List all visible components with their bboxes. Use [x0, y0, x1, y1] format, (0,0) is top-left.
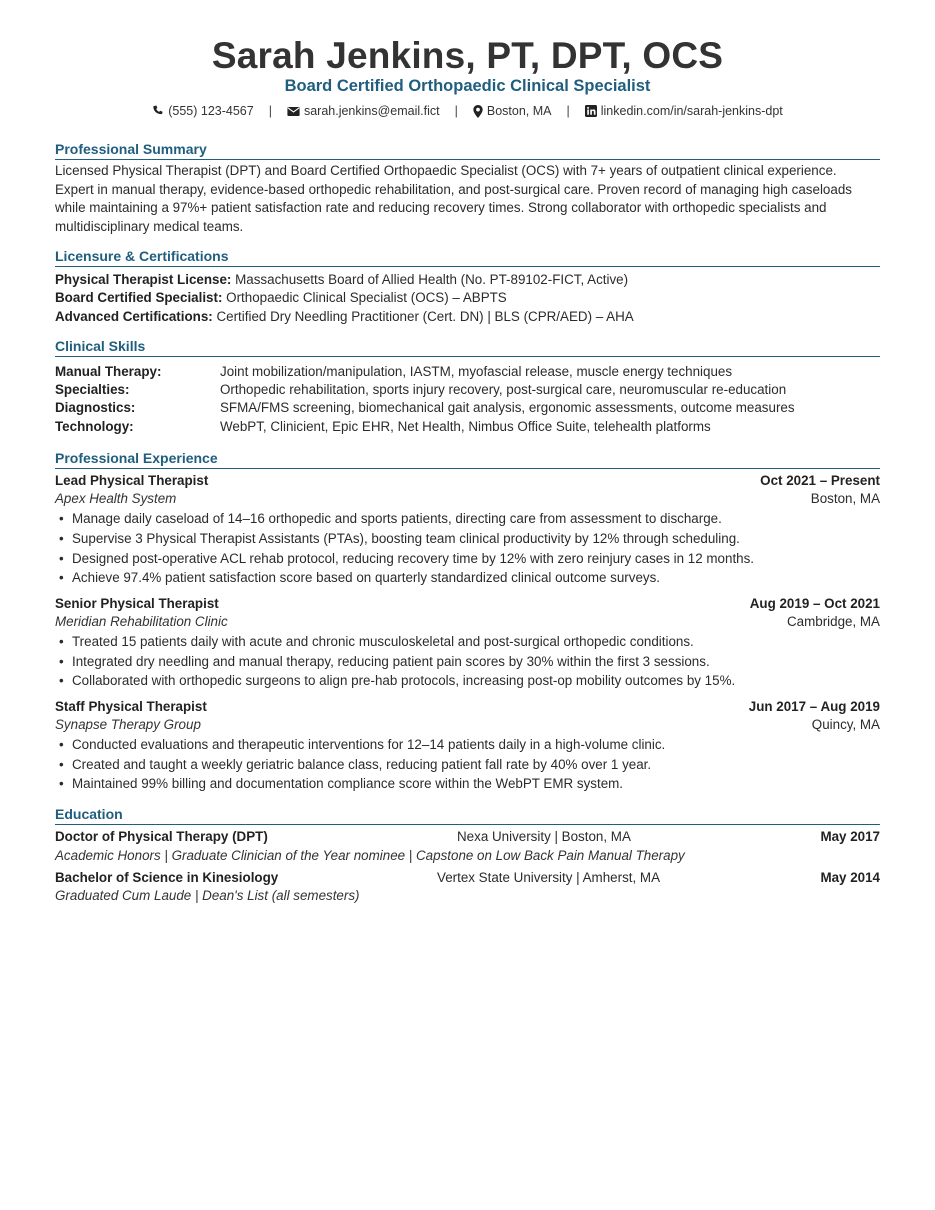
- edu-degree: Doctor of Physical Therapy (DPT): [55, 829, 268, 844]
- job-role: Senior Physical Therapist: [55, 596, 219, 611]
- skill-label: Technology:: [55, 419, 134, 434]
- edu-school: Vertex State University | Amherst, MA: [437, 870, 661, 885]
- job-dates: Aug 2019 – Oct 2021: [749, 596, 880, 611]
- job-role: Staff Physical Therapist: [55, 699, 207, 714]
- section-title-summary: Professional Summary: [55, 141, 880, 160]
- skill-label: Specialties:: [55, 382, 130, 397]
- license-label: Board Certified Specialist:: [55, 290, 223, 305]
- bullet-text: Achieve 97.4% patient satisfaction score based on quarterly standardized clinical outcome surveys.: [72, 570, 661, 585]
- section-title-licensure: Licensure & Certifications: [55, 248, 880, 267]
- summary-line: multidisciplinary medical teams.: [55, 219, 244, 235]
- summary-line: while maintaining a 97%+ patient satisfaction rate and reducing recovery times. Strong collaborator with orthopedic specialists and: [55, 200, 827, 216]
- section-title-experience: Professional Experience: [55, 450, 880, 469]
- linkedin-text: linkedin.com/in/sarah-jenkins-dpt: [600, 104, 783, 118]
- contact-bar: [55, 102, 880, 120]
- license-item: [55, 289, 880, 307]
- education-header: [55, 828, 880, 846]
- edu-date: May 2014: [820, 870, 880, 885]
- summary-text: [55, 162, 880, 237]
- skill-label: Manual Therapy:: [55, 364, 162, 379]
- skill-value: Orthopedic rehabilitation, sports injury recovery, post-surgical care, neuromuscular re-education: [220, 382, 787, 397]
- job-location: Boston, MA: [810, 491, 880, 506]
- contact-email[interactable]: [287, 102, 440, 120]
- candidate-name: Sarah Jenkins, PT, DPT, OCS: [211, 35, 724, 76]
- job-header: [55, 698, 880, 716]
- job-org-row: [55, 716, 880, 734]
- job-location: Cambridge, MA: [786, 614, 880, 629]
- location-text: Boston, MA: [486, 104, 552, 118]
- bullet-text: Designed post-operative ACL rehab protocol, reducing recovery time by 12% with zero reinjury cases in 12 months.: [72, 551, 755, 566]
- summary-line: Expert in manual therapy, evidence-based orthopedic rehabilitation, and post-surgical care. Proven record of managing high caseloads: [55, 181, 852, 197]
- job-header: [55, 472, 880, 490]
- contact-phone: [152, 102, 253, 120]
- phone-icon: [152, 105, 164, 117]
- edu-note: Graduated Cum Laude | Dean's List (all semesters): [55, 888, 360, 903]
- job-org-row: [55, 490, 880, 508]
- edu-degree: Bachelor of Science in Kinesiology: [55, 870, 279, 885]
- candidate-subtitle: Board Certified Orthopaedic Clinical Specialist: [284, 77, 651, 95]
- license-value: Massachusetts Board of Allied Health (No. PT-89102-FICT, Active): [235, 272, 629, 287]
- edu-note: Academic Honors | Graduate Clinician of the Year nominee | Capstone on Low Back Pain Manual Therapy: [55, 848, 685, 863]
- envelope-icon: [287, 106, 300, 117]
- bullet-text: Manage daily caseload of 14–16 orthopedic and sports patients, directing care from assessment to discharge.: [72, 511, 722, 526]
- edu-school: Nexa University | Boston, MA: [457, 829, 631, 844]
- job-org: Apex Health System: [55, 491, 177, 506]
- job-org: Synapse Therapy Group: [55, 717, 201, 732]
- map-marker-icon: [473, 105, 483, 118]
- skill-label: Diagnostics:: [55, 400, 136, 415]
- license-item: [55, 271, 880, 289]
- bullet-text: Treated 15 patients daily with acute and chronic musculoskeletal and post-surgical orthopedic conditions.: [72, 634, 694, 649]
- bullet-text: Integrated dry needling and manual therapy, reducing patient pain scores by 30% within the first 3 sessions.: [72, 654, 710, 669]
- bullet-text: Conducted evaluations and therapeutic interventions for 12–14 patients daily in a high-volume clinic.: [72, 737, 666, 752]
- section-title-skills: Clinical Skills: [55, 338, 880, 357]
- license-value: Orthopaedic Clinical Specialist (OCS) – ABPTS: [226, 290, 507, 305]
- education-note-row: [55, 887, 880, 905]
- contact-separator: |: [454, 104, 458, 118]
- skill-value: Joint mobilization/manipulation, IASTM, myofascial release, muscle energy techniques: [220, 364, 733, 379]
- job-org: Meridian Rehabilitation Clinic: [55, 614, 228, 629]
- bullet-text: Created and taught a weekly geriatric balance class, reducing patient fall rate by 40% over 1 year.: [72, 757, 652, 772]
- contact-linkedin[interactable]: [585, 102, 783, 120]
- summary-line: Licensed Physical Therapist (DPT) and Board Certified Orthopaedic Specialist (OCS) with 7+ years of outpatient clinical experience.: [55, 163, 837, 178]
- job-role: Lead Physical Therapist: [55, 473, 209, 488]
- job-header: [55, 595, 880, 613]
- license-label: Physical Therapist License:: [55, 272, 232, 287]
- education-note-row: [55, 847, 880, 865]
- license-label: Advanced Certifications:: [55, 309, 213, 324]
- bullet-text: Collaborated with orthopedic surgeons to align pre-hab protocols, increasing post-op mobility outcomes by 15%.: [72, 673, 736, 688]
- job-dates: Jun 2017 – Aug 2019: [748, 699, 880, 714]
- linkedin-icon: [585, 105, 597, 117]
- edu-date: May 2017: [820, 829, 880, 844]
- job-location: Quincy, MA: [811, 717, 880, 732]
- bullet-text: Supervise 3 Physical Therapist Assistants (PTAs), boosting team clinical productivity by 12% through scheduling.: [72, 531, 740, 546]
- license-item: [55, 308, 880, 326]
- email-text: sarah.jenkins@email.fict: [303, 104, 440, 118]
- contact-separator: |: [566, 104, 570, 118]
- job-dates: Oct 2021 – Present: [760, 473, 880, 488]
- bullet-text: Maintained 99% billing and documentation compliance score within the WebPT EMR system.: [72, 776, 624, 791]
- skill-value: SFMA/FMS screening, biomechanical gait analysis, ergonomic assessments, outcome measures: [220, 400, 795, 415]
- license-value: Certified Dry Needling Practitioner (Cert. DN) | BLS (CPR/AED) – AHA: [216, 309, 634, 324]
- job-org-row: [55, 613, 880, 631]
- section-title-education: Education: [55, 806, 880, 825]
- contact-location: [473, 102, 552, 120]
- education-header: [55, 869, 880, 887]
- skill-value: WebPT, Clinicient, Epic EHR, Net Health, Nimbus Office Suite, telehealth platforms: [220, 419, 711, 434]
- contact-separator: |: [268, 104, 272, 118]
- phone-text: (555) 123-4567: [168, 104, 254, 118]
